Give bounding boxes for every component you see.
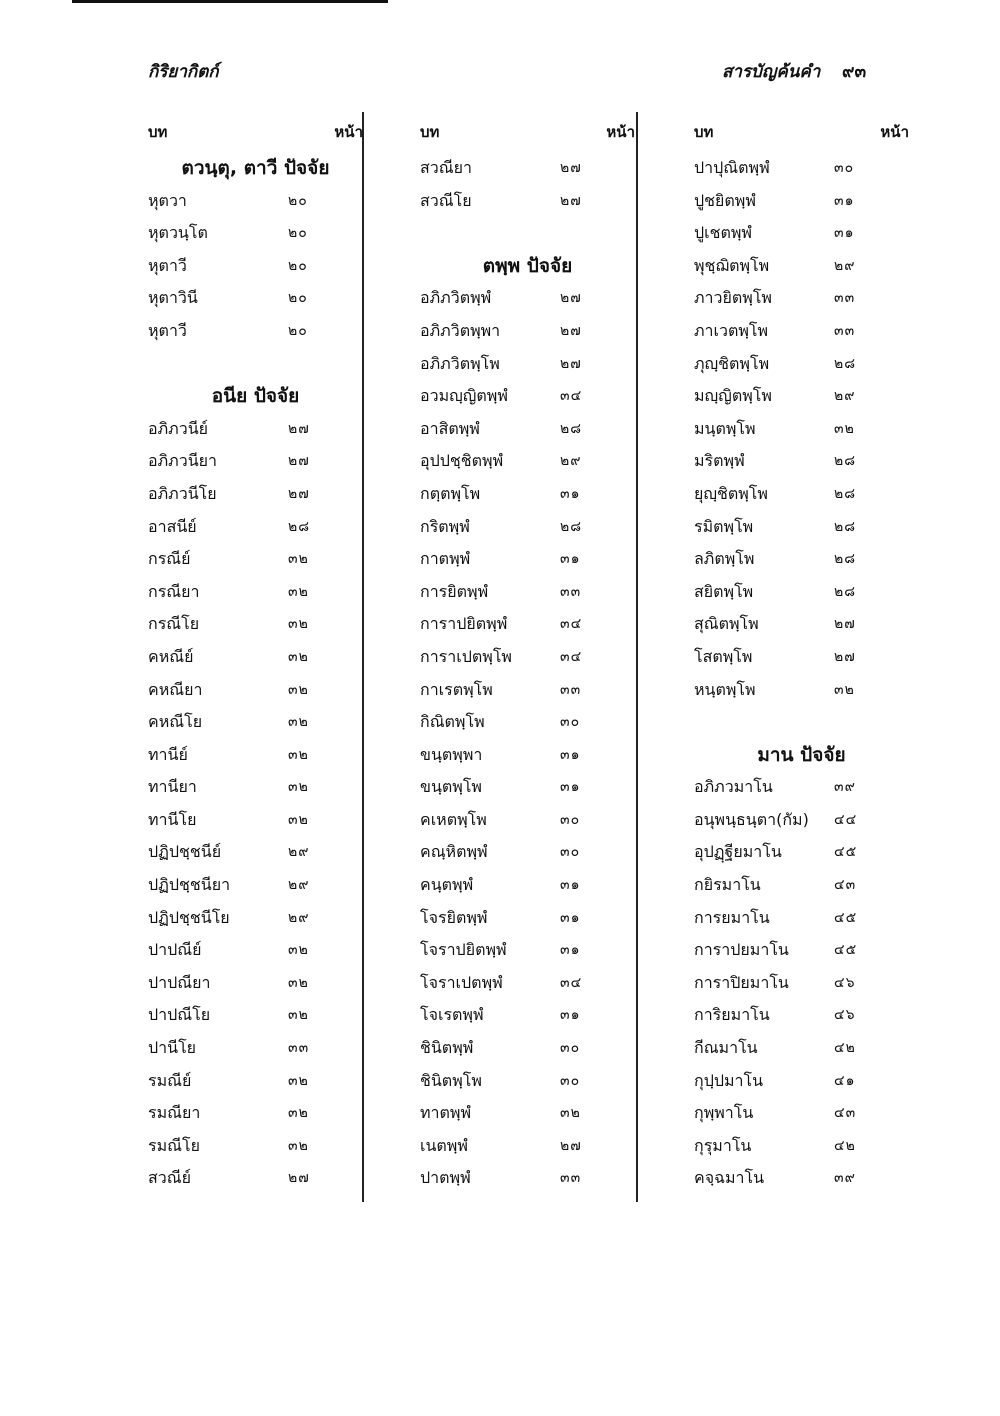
index-entry: [148, 641, 363, 674]
entry-word: กุพฺพาโน: [694, 1103, 754, 1123]
column-header: [148, 112, 363, 152]
entry-page: ๒๘: [834, 485, 857, 502]
entry-word: หุตาวี: [148, 255, 187, 275]
entry-page: ๒๘: [834, 355, 857, 372]
entry-word: หนฺตพฺโพ: [694, 679, 756, 699]
index-entry: [694, 511, 909, 544]
index-entry: [420, 804, 635, 837]
entry-word: โสตพฺโพ: [694, 646, 753, 666]
index-entry: [694, 380, 909, 413]
entry-word: ปาตพฺพํ: [420, 1168, 471, 1188]
index-entry: [148, 674, 363, 707]
entry-word: ภุญฺชิตพฺโพ: [694, 353, 770, 373]
entry-page: ๒๗: [288, 1170, 310, 1187]
entry-page: ๒๐: [288, 225, 308, 242]
entry-word: อภิภวนียา: [148, 451, 217, 471]
index-entry: [148, 902, 363, 935]
index-entry: [694, 413, 909, 446]
column-header-page: หน้า: [880, 123, 909, 141]
index-entry: [694, 152, 909, 185]
index-entry: [420, 1097, 635, 1130]
entry-word: มริตพฺพํ: [694, 451, 745, 471]
index-entry: [694, 282, 909, 315]
entry-page: ๒๗: [560, 355, 582, 372]
entry-page: ๓๐: [834, 160, 855, 176]
index-entry: [694, 1130, 909, 1163]
entry-page: ๔๒: [834, 1040, 856, 1057]
entry-page: ๓๐: [560, 1072, 581, 1089]
entry-word: มญฺญิตพฺโพ: [694, 386, 772, 406]
entry-page: ๓๒: [288, 714, 309, 731]
index-entry: [148, 706, 363, 739]
column-header-page: หน้า: [606, 123, 635, 141]
entry-word: ปูเชตพฺพํ: [694, 223, 752, 243]
spacer: [148, 348, 363, 381]
index-entry: [148, 413, 363, 446]
entry-page: ๓๒: [288, 1105, 309, 1122]
entry-page: ๒๗: [288, 453, 310, 470]
index-entry: [148, 1130, 363, 1163]
index-entry: [420, 478, 635, 511]
entry-word: ปาปณีโย: [148, 1005, 211, 1025]
entry-page: ๓๓: [560, 681, 582, 698]
index-entry: [420, 608, 635, 641]
index-entry: [694, 674, 909, 707]
entry-page: ๒๐: [288, 322, 308, 339]
index-entry: [694, 1032, 909, 1065]
index-entry: [148, 934, 363, 967]
index-entry: [420, 348, 635, 381]
entry-word: คณฺหิตพฺพํ: [420, 842, 488, 862]
entry-page: ๒๙: [834, 388, 856, 405]
entry-page: ๓๓: [834, 290, 856, 307]
page-number: ๙๓: [842, 62, 867, 82]
entry-word: หุตวา: [148, 190, 187, 210]
entry-word: กีณมาโน: [694, 1038, 758, 1058]
index-entry: [694, 967, 909, 1000]
index-entry: [694, 999, 909, 1032]
index-column-3: [694, 112, 909, 1195]
entry-word: อภิภวิตพฺพํ: [420, 288, 492, 308]
entry-word: คเหตพฺโพ: [420, 809, 487, 829]
index-entry: [420, 282, 635, 315]
index-entry: [420, 1032, 635, 1065]
entry-word: ทาตพฺพํ: [420, 1103, 472, 1123]
index-entry: [694, 869, 909, 902]
column-header-word: บท: [148, 123, 168, 141]
index-entry: [148, 1065, 363, 1098]
entry-word: โจราปยิตพฺพํ: [420, 940, 507, 960]
entry-word: หุตวนฺโต: [148, 223, 208, 243]
entry-page: ๓๒: [288, 942, 309, 959]
entry-page: ๒๘: [560, 518, 583, 535]
index-entry: [148, 739, 363, 772]
entry-word: คจฺฉมาโน: [694, 1168, 765, 1188]
index-entry: [148, 967, 363, 1000]
index-entry: [148, 771, 363, 804]
entry-page: ๔๔: [834, 811, 858, 828]
index-entry: [420, 543, 635, 576]
entry-word: ปานีโย: [148, 1038, 197, 1058]
section-heading: ตพฺพ ปัจจัย: [482, 254, 573, 277]
entry-word: การาเปตพฺโพ: [420, 646, 512, 666]
entry-page: ๓๒: [288, 779, 309, 796]
entry-word: ปาปณีย์: [148, 940, 202, 960]
entry-page: ๓๑: [834, 225, 855, 242]
entry-word: กุรุมาโน: [694, 1135, 752, 1155]
entry-word: กรณียา: [148, 581, 200, 601]
entry-word: ขนฺตพฺโพ: [420, 777, 482, 797]
entry-page: ๓๒: [288, 583, 309, 600]
entry-word: โจเรตพฺพํ: [420, 1005, 484, 1025]
entry-page: ๓๐: [560, 1040, 581, 1057]
entry-word: กิณิตพฺโพ: [420, 712, 485, 732]
index-entry: [148, 1097, 363, 1130]
index-entry: [420, 445, 635, 478]
entry-page: ๔๑: [834, 1072, 856, 1089]
entry-word: มนฺตพฺโพ: [694, 418, 756, 438]
index-entry: [148, 869, 363, 902]
entry-word: อวมญฺญิตพฺพํ: [420, 386, 508, 406]
entry-word: รมณีโย: [148, 1135, 200, 1155]
index-entry: [694, 771, 909, 804]
index-entry: [694, 576, 909, 609]
index-entry: [694, 348, 909, 381]
entry-word: อาสนีย์: [148, 516, 197, 536]
entry-word: สุณิตพฺโพ: [694, 614, 759, 634]
entry-word: ปาปุณิตพฺพํ: [694, 158, 770, 177]
entry-word: ปฏิปชฺชนียา: [148, 875, 231, 895]
index-entry: [420, 902, 635, 935]
entry-page: ๒๙: [560, 453, 582, 470]
entry-page: ๓๑: [560, 746, 581, 763]
index-entry: [420, 934, 635, 967]
entry-word: กยิรมาโน: [694, 875, 761, 895]
entry-page: ๓๑: [560, 485, 581, 502]
index-entry: [694, 445, 909, 478]
entry-word: ภาเวตพฺโพ: [694, 320, 769, 340]
entry-word: คหณียา: [148, 679, 203, 699]
index-entry: [420, 967, 635, 1000]
column-header: [694, 112, 909, 152]
top-rule: [72, 0, 388, 3]
entry-page: ๒๗: [834, 648, 856, 665]
entry-word: ปูชยิตพฺพํ: [694, 190, 756, 210]
entry-page: ๓๐: [560, 714, 581, 731]
entry-word: สยิตพฺโพ: [694, 581, 754, 601]
entry-page: ๓๑: [560, 909, 581, 926]
entry-word: อภิภวนีย์: [148, 418, 208, 438]
index-entry: [420, 315, 635, 348]
entry-word: หุตาวี: [148, 320, 187, 340]
entry-page: ๒๙: [288, 877, 310, 894]
entry-page: ๓๑: [560, 779, 581, 796]
entry-page: ๓๒: [288, 1007, 309, 1024]
entry-page: ๔๓: [834, 877, 857, 894]
entry-page: ๓๓: [560, 1170, 582, 1187]
entry-page: ๓๐: [560, 811, 581, 828]
index-entry: [148, 836, 363, 869]
entry-word: ภาวยิตพฺโพ: [694, 288, 772, 308]
entry-page: ๒๗: [560, 322, 582, 339]
index-entry: [694, 608, 909, 641]
index-entry: [694, 315, 909, 348]
index-column-1: [148, 112, 363, 1195]
entry-page: ๒๗: [560, 192, 582, 209]
entry-word: หุตาวินี: [148, 288, 198, 308]
entry-page: ๔๕: [834, 909, 858, 926]
entry-word: ทานีโย: [148, 809, 197, 829]
index-entry: [420, 576, 635, 609]
index-entry: [148, 1162, 363, 1195]
index-entry: [148, 185, 363, 218]
entry-page: ๓๑: [560, 877, 581, 894]
index-entry: [420, 739, 635, 772]
index-entry: [420, 674, 635, 707]
index-entry: [694, 185, 909, 218]
entry-word: คหณีโย: [148, 712, 203, 732]
entry-word: อภิภวมาโน: [694, 777, 773, 797]
index-entry: [148, 217, 363, 250]
entry-page: ๔๕: [834, 844, 858, 861]
entry-page: ๒๗: [834, 616, 856, 633]
entry-word: การาปยมาโน: [694, 940, 789, 960]
index-entry: [148, 250, 363, 283]
entry-page: ๓๑: [560, 551, 581, 568]
entry-word: การยมาโน: [694, 907, 770, 927]
entry-page: ๓๒: [288, 648, 309, 665]
entry-page: ๓๔: [560, 974, 583, 991]
index-entry: [148, 543, 363, 576]
entry-page: ๒๗: [288, 420, 310, 437]
entry-page: ๒๙: [288, 909, 310, 926]
entry-page: ๒๐: [288, 257, 308, 274]
entry-page: ๓๒: [288, 551, 309, 568]
entry-word: ปฏิปชฺชนีโย: [148, 907, 230, 927]
entry-word: กริตพฺพํ: [420, 516, 470, 536]
entry-page: ๓๔: [560, 648, 583, 665]
index-entry: [694, 1065, 909, 1098]
entry-word: รมิตพฺโพ: [694, 516, 754, 536]
index-entry: [420, 511, 635, 544]
entry-word: คนฺตพฺพํ: [420, 875, 474, 895]
entry-word: การยิตพฺพํ: [420, 581, 489, 601]
entry-word: อุปฏฺฐียมาโน: [694, 842, 782, 862]
running-header-left: กิริยากิตก์: [148, 62, 219, 82]
entry-word: อภิภวิตพฺโพ: [420, 353, 500, 373]
entry-word: เนตพฺพํ: [420, 1135, 468, 1155]
entry-page: ๓๒: [288, 1072, 309, 1089]
entry-word: การาปยิตพฺพํ: [420, 614, 508, 634]
entry-page: ๒๘: [834, 551, 857, 568]
entry-word: ขนฺตพฺพา: [420, 744, 483, 764]
entry-page: ๓๒: [288, 811, 309, 828]
entry-word: โจรยิตพฺพํ: [420, 907, 488, 927]
entry-word: ลภิตพฺโพ: [694, 549, 755, 569]
entry-word: ปฏิปชฺชนีย์: [148, 842, 222, 862]
entry-word: ชินิตพฺพํ: [420, 1038, 474, 1058]
column-header-word: บท: [420, 123, 440, 141]
entry-page: ๒๘: [288, 518, 311, 535]
entry-page: ๓๙: [834, 1170, 856, 1187]
index-entry: [420, 641, 635, 674]
entry-word: กตฺตพฺโพ: [420, 483, 481, 503]
index-entry: [148, 478, 363, 511]
entry-page: ๓๑: [560, 942, 581, 959]
entry-word: สวณียา: [420, 158, 472, 177]
entry-word: กาเรตพฺโพ: [420, 679, 493, 699]
index-entry: [148, 608, 363, 641]
entry-word: การิยมาโน: [694, 1005, 770, 1025]
entry-page: ๒๘: [560, 420, 583, 437]
index-entry: [148, 804, 363, 837]
section-heading: มาน ปัจจัย: [757, 743, 846, 766]
section-heading: อนีย ปัจจัย: [211, 385, 300, 408]
index-entry: [420, 380, 635, 413]
entry-page: ๒๗: [560, 160, 582, 176]
column-divider: [636, 112, 638, 1202]
index-entry: [148, 511, 363, 544]
entry-word: อภิภวนีโย: [148, 483, 217, 503]
column-header-page: หน้า: [334, 123, 363, 141]
entry-word: สวณีย์: [148, 1168, 191, 1188]
entry-word: อนุพนฺธนฺตา(กัม): [694, 809, 809, 829]
index-entry: [694, 1162, 909, 1195]
entry-page: ๒๘: [834, 518, 857, 535]
entry-page: ๒๘: [834, 583, 857, 600]
entry-page: ๒๐: [288, 192, 308, 209]
index-entry: [694, 250, 909, 283]
index-entry: [420, 1130, 635, 1163]
entry-word: ชินิตพฺโพ: [420, 1070, 482, 1090]
entry-word: รมณีย์: [148, 1070, 192, 1090]
entry-page: ๓๒: [288, 746, 309, 763]
index-entry: [694, 543, 909, 576]
entry-page: ๓๓: [560, 583, 582, 600]
entry-page: ๔๖: [834, 974, 856, 991]
entry-page: ๔๕: [834, 942, 858, 959]
entry-page: ๒๗: [560, 1137, 582, 1154]
entry-word: ปาปณียา: [148, 972, 211, 992]
entry-word: อาสิตพฺพํ: [420, 418, 480, 438]
index-entry: [694, 934, 909, 967]
index-entry: [148, 282, 363, 315]
entry-word: อภิภวิตพฺพา: [420, 320, 501, 340]
entry-word: พุชฺฌิตพฺโพ: [694, 255, 770, 275]
column-header: [420, 112, 635, 152]
index-entry: [148, 576, 363, 609]
entry-page: ๓๒: [288, 681, 309, 698]
index-entry: [694, 217, 909, 250]
index-entry: [694, 641, 909, 674]
spacer: [420, 217, 635, 250]
entry-word: ทานีย์: [148, 744, 188, 764]
index-entry: [420, 999, 635, 1032]
entry-page: ๒๙: [834, 257, 856, 274]
entry-page: ๓๒: [288, 1137, 309, 1154]
index-entry: [694, 836, 909, 869]
entry-word: คหณีย์: [148, 646, 194, 666]
index-entry: [148, 445, 363, 478]
entry-word: กรณีโย: [148, 614, 200, 634]
entry-word: รมณียา: [148, 1103, 201, 1123]
entry-page: ๔๖: [834, 1007, 856, 1024]
entry-page: ๓๔: [560, 616, 583, 633]
entry-word: อุปปชฺชิตพฺพํ: [420, 451, 504, 471]
spacer: [694, 706, 909, 739]
entry-page: ๓๒: [834, 420, 855, 437]
entry-page: ๓๒: [560, 1105, 581, 1122]
column-header-word: บท: [694, 123, 714, 141]
index-entry: [420, 185, 635, 218]
entry-word: ยุญฺชิตพฺโพ: [694, 483, 768, 503]
entry-page: ๒๗: [560, 290, 582, 307]
entry-page: ๒๐: [288, 290, 308, 307]
entry-page: ๓๑: [834, 192, 855, 209]
entry-page: ๓๒: [288, 974, 309, 991]
index-entry: [420, 413, 635, 446]
index-entry: [420, 706, 635, 739]
entry-page: ๔๒: [834, 1137, 856, 1154]
index-column-2: [420, 112, 635, 1195]
index-entry: [420, 1065, 635, 1098]
index-entry: [420, 152, 635, 185]
entry-page: ๒๘: [834, 453, 857, 470]
index-entry: [148, 1032, 363, 1065]
entry-page: ๓๓: [288, 1040, 310, 1057]
entry-word: กุปฺปมาโน: [694, 1070, 764, 1090]
entry-word: การาปิยมาโน: [694, 972, 789, 992]
entry-page: ๒๗: [288, 485, 310, 502]
section-heading: ตวนฺตุ, ตาวี ปัจจัย: [181, 157, 330, 179]
index-entry: [694, 478, 909, 511]
index-entry: [694, 1097, 909, 1130]
entry-page: ๓๙: [834, 779, 856, 796]
entry-word: ทานียา: [148, 777, 197, 797]
index-entry: [420, 869, 635, 902]
index-entry: [694, 804, 909, 837]
running-header-right: สารบัญค้นคำ: [722, 62, 821, 82]
entry-page: ๓๒: [834, 681, 855, 698]
entry-word: กาตพฺพํ: [420, 549, 471, 569]
entry-page: ๓๐: [560, 844, 581, 861]
entry-page: ๓๒: [288, 616, 309, 633]
entry-page: ๒๙: [288, 844, 310, 861]
entry-word: กรณีย์: [148, 549, 191, 569]
entry-word: สวณีโย: [420, 190, 472, 210]
entry-page: ๔๓: [834, 1105, 857, 1122]
index-entry: [148, 315, 363, 348]
entry-word: โจราเปตพฺพํ: [420, 972, 503, 992]
index-entry: [148, 999, 363, 1032]
entry-page: ๓๑: [560, 1007, 581, 1024]
index-entry: [420, 1162, 635, 1195]
index-entry: [420, 771, 635, 804]
entry-page: ๓๓: [834, 322, 856, 339]
index-entry: [694, 902, 909, 935]
index-entry: [420, 836, 635, 869]
entry-page: ๓๔: [560, 388, 583, 405]
